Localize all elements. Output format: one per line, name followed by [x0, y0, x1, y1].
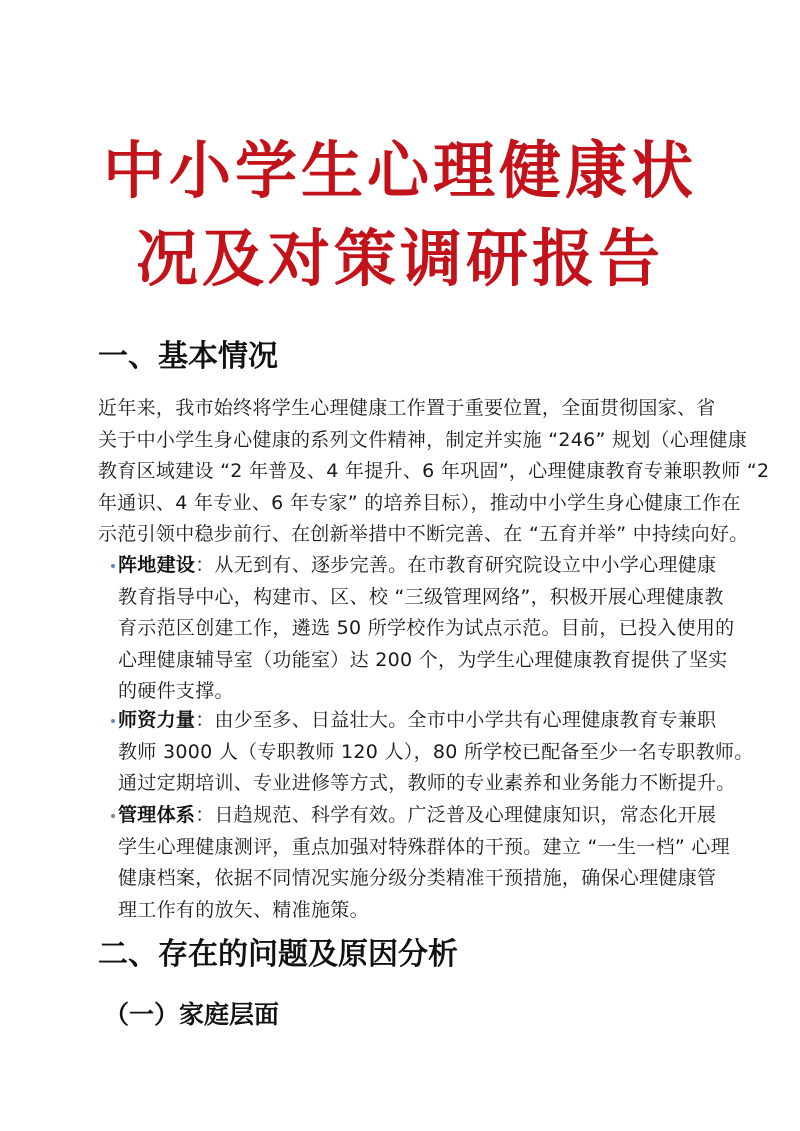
- paragraph-line: 教育区域建设 “2 年普及、4 年提升、6 年巩固”，心理健康教育专兼职教师 “2: [98, 460, 770, 482]
- bullet-label: 管理体系: [118, 804, 196, 826]
- document-title-line-1: 中小学生心理健康状: [102, 134, 697, 207]
- paragraph-line: 年通识、4 年专业、6 年专家” 的培养目标），推动中小学生身心健康工作在: [98, 491, 741, 514]
- subsection-heading-family: （一）家庭层面: [104, 1000, 280, 1029]
- intro-paragraph: [98, 393, 770, 551]
- bullet-line: 学生心理健康测评，重点加强对特殊群体的干预。建立 “一生一档” 心理: [118, 835, 730, 858]
- bullet-dot-icon: [111, 814, 115, 818]
- bullet-label: 师资力量: [118, 709, 196, 731]
- paragraph-line: 示范引领中稳步前行、在创新举措中不断完善、在 “五育并举” 中持续向好。: [98, 523, 749, 545]
- bullet-line: 通过定期培训、专业进修等方式，教师的专业素养和业务能力不断提升。: [118, 772, 736, 794]
- bullet-line: 健康档案，依据不同情况实施分级分类精准干预措施，确保心理健康管: [118, 867, 717, 889]
- bullet-item-teaching-staff: [98, 705, 754, 800]
- bullet-text: ：由少至多、日益壮大。全市中小学共有心理健康教育专兼职: [195, 709, 717, 731]
- bullet-text: ：日趋规范、科学有效。广泛普及心理健康知识，常态化开展: [195, 804, 717, 826]
- bullet-dot-icon: [111, 564, 115, 568]
- bullet-label: 阵地建设: [118, 554, 196, 576]
- section-heading-problems-analysis: 二、存在的问题及原因分析: [98, 937, 458, 972]
- paragraph-line: 关于中小学生身心健康的系列文件精神，制定并实施 “246” 规划（心理健康: [98, 428, 748, 451]
- bullet-item-facility-construction: [98, 550, 735, 708]
- section-heading-basic-situation: 一、基本情况: [98, 339, 278, 374]
- bullet-text: ：从无到有、逐步完善。在市教育研究院设立中小学心理健康: [195, 554, 717, 576]
- bullet-line: 的硬件支撑。: [118, 680, 234, 702]
- bullet-line: 教育指导中心，构建市、区、校 “三级管理网络”，积极开展心理健康教: [118, 585, 724, 608]
- bullet-line: 理工作有的放矢、精准施策。: [118, 898, 369, 921]
- bullet-line: 心理健康辅导室（功能室）达 200 个，为学生心理健康教育提供了坚实: [118, 648, 728, 671]
- document-title-line-2: 况及对策调研报告: [135, 222, 664, 295]
- bullet-item-management-system: [98, 800, 730, 926]
- bullet-line: 育示范区创建工作，遴选 50 所学校作为试点示范。目前，已投入使用的: [118, 617, 735, 639]
- paragraph-line: 近年来，我市始终将学生心理健康工作置于重要位置，全面贯彻国家、省: [98, 397, 716, 419]
- bullet-line: 教师 3000 人（专职教师 120 人），80 所学校已配备至少一名专职教师。: [118, 740, 754, 763]
- bullet-dot-icon: [111, 719, 115, 723]
